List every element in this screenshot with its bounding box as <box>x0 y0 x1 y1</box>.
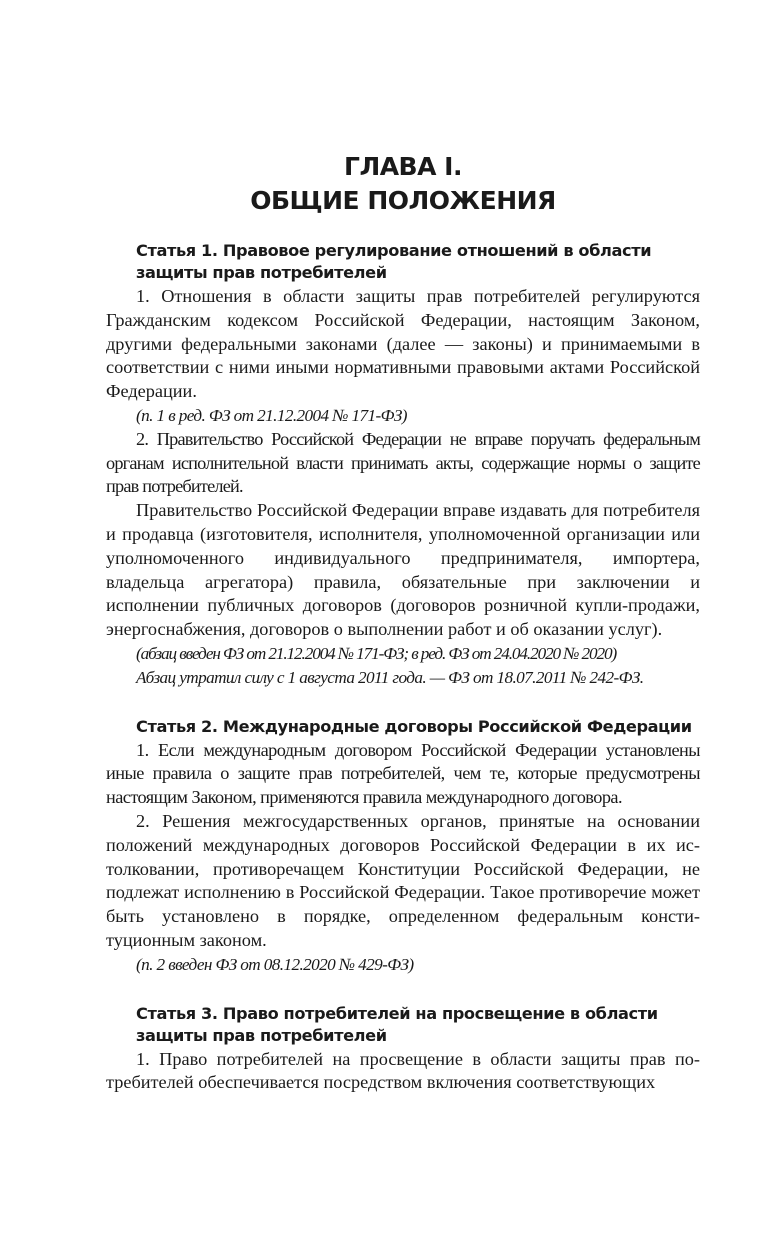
paragraph: 1. Отношения в области защиты прав потребителей регулируются Гражданским кодексом Российской Федерации, настоящим Законом, другими федеральными законами (далее — законы) и принимаемыми в соответствии с ними иными нормативными правовыми актами Российской Федерации. <box>106 286 700 402</box>
paragraph: 1. Если международным договором Российской Федерации установлены иные правила о защите прав потребителей, чем те, которые предусмотрены настоящим Законом, применяются правила международного договора. <box>106 739 700 808</box>
article-title: Статья 3. Право потребителей на просвещение в области защиты прав потребителей <box>136 1003 658 1045</box>
amendment-note: (абзац введен ФЗ от 21.12.2004 № 171-ФЗ; в ред. ФЗ от 24.04.2020 № 2020) <box>136 643 617 663</box>
chapter-number: ГЛАВА I. <box>344 152 462 181</box>
article-1 <box>106 240 700 690</box>
paragraph: 2. Правительство Российской Федерации не вправе поручать федеральным органам исполнительной власти принимать акты, содержащие нормы о защите прав потребителей. <box>106 428 700 497</box>
paragraph: Правительство Российской Федерации вправе издавать для потребителя и продавца (изготовителя, исполнителя, уполномоченной организации или уполномоченного индивидуального предпринимателя, импортера, владельца агрегатора) правила, обязательные при заключении и исполнении публичных договоров (договоров розничной купли-продажи, энергоснабжения, договоров о выполнении работ и об оказании услуг). <box>106 500 700 640</box>
amendment-note: Абзац утратил силу с 1 августа 2011 года. — ФЗ от 18.07.2011 № 242-ФЗ. <box>136 667 644 687</box>
amendment-note: (п. 1 в ред. ФЗ от 21.12.2004 № 171-ФЗ) <box>136 405 407 425</box>
article-title: Статья 1. Правовое регулирование отношений в области защиты прав потребителей <box>136 241 652 282</box>
article-3 <box>106 1003 700 1096</box>
paragraph: 1. Право потребителей на просвещение в области защиты прав потребителей обеспечивается посредством включения соответствующих <box>106 1048 700 1093</box>
chapter-heading <box>106 150 700 218</box>
article-2 <box>106 716 700 977</box>
chapter-title: ОБЩИЕ ПОЛОЖЕНИЯ <box>250 186 556 215</box>
paragraph: 2. Решения межгосударственных органов, принятые на основании положений международных договоров Российской Федерации в их истолковании, противоречащем Конституции Российской Федерации, не подлежат исполнению в Российской Федерации. Такое противоречие может быть установлено в порядке, определенном федеральным конституционным законом. <box>106 810 700 950</box>
amendment-note: (п. 2 введен ФЗ от 08.12.2020 № 429-ФЗ) <box>136 954 414 974</box>
article-title: Статья 2. Международные договоры Российской Федерации <box>136 716 692 736</box>
document-page <box>106 150 700 1121</box>
